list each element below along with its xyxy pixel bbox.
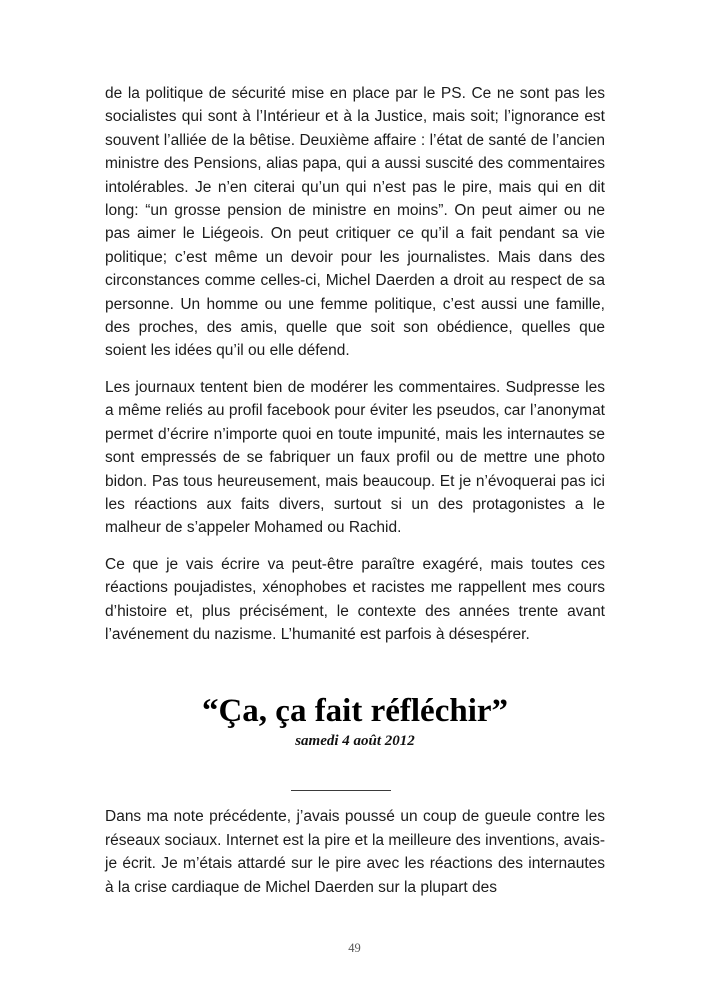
section-divider bbox=[291, 790, 391, 791]
paragraph: Les journaux tentent bien de modérer les commentaires. Sudpresse les a même reliés au profil facebook pour éviter les pseudos, car l’anonymat permet d’écrire n’importe quoi en toute impunité, mais les internautes se sont empressés de se fabriquer un faux profil ou de mettre une photo bidon. Pas tous heureusement, mais beaucoup. Et je n’évoquerai pas ici les réactions aux faits divers, surtout si un des protagonistes a le malheur de s’appeler Mohamed ou Rachid. bbox=[105, 378, 605, 537]
paragraph: Ce que je vais écrire va peut-être paraître exagéré, mais toutes ces réactions poujadistes, xénophobes et racistes me rappellent mes cours d’histoire et, plus précisément, le contexte des années trente avant l’avénement du nazisme. L’humanité est parfois à désespérer. bbox=[105, 555, 605, 643]
paragraph: Dans ma note précédente, j’avais poussé un coup de gueule contre les réseaux sociaux. Internet est la pire et la meilleure des inventions, avais-je écrit. Je m’étais attardé sur le pire avec les réactions des internautes à la crise cardiaque de Michel Daerden sur la plupart des bbox=[105, 808, 605, 896]
chapter-date: samedi 4 août 2012 bbox=[295, 733, 415, 750]
paragraph: de la politique de sécurité mise en place par le PS. Ce ne sont pas les socialistes qui sont à l’Intérieur et à la Justice, mais soit; l’ignorance est souvent l’alliée de la bêtise. Deuxième affaire : l’état de santé de l’ancien ministre des Pensions, alias papa, qui a aussi suscité des commentaires intolérables. Je n’en citerai qu’un qui n’est pas le pire, mais qui en dit long: “un grosse pension de ministre en moins”. On peut aimer ou ne pas aimer le Liégeois. On peut critiquer ce qu’il a fait pendant sa vie politique; c’est même un devoir pour les journalistes. Mais dans des circonstances comme celles-ci, Michel Daerden a droit au respect de sa personne. Un homme ou une femme politique, c’est aussi une famille, des proches, des amis, quelle que soit son obédience, quelles que soient les idées qu’il ou elle défend. bbox=[105, 85, 605, 360]
chapter-heading bbox=[105, 692, 605, 750]
page-number: 49 bbox=[348, 941, 361, 955]
chapter-title: “Ça, ça fait réfléchir” bbox=[201, 693, 509, 730]
